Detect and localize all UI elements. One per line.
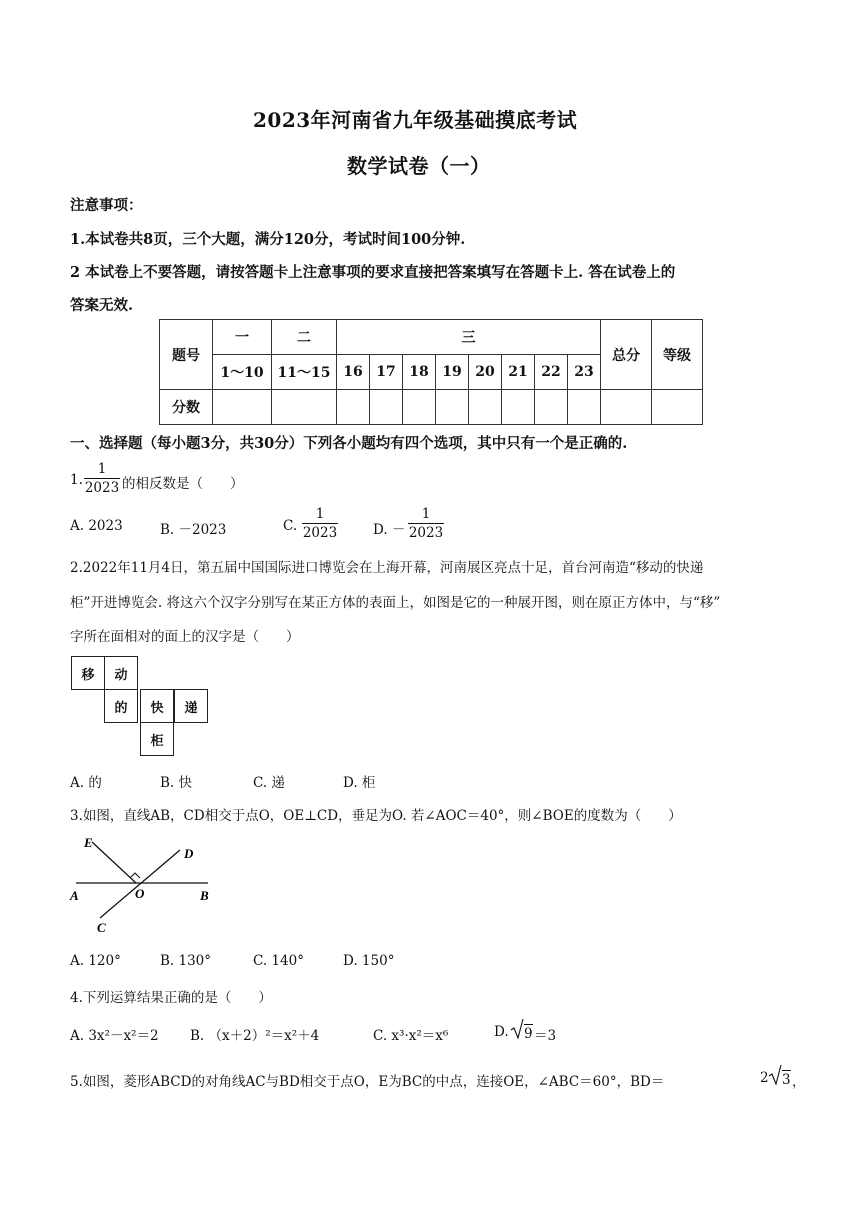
q2-option-b: B. 快: [160, 775, 193, 791]
score-cell[interactable]: [652, 390, 703, 425]
notice-heading: 注意事项：: [70, 197, 143, 214]
q5-coef: 2: [760, 1070, 769, 1086]
score-cell[interactable]: [601, 390, 652, 425]
score-cell[interactable]: [436, 390, 469, 425]
q2-line-3: 字所在面相对的面上的汉字是（ ）: [70, 629, 300, 645]
score-table: [159, 319, 703, 425]
q4-option-b: B. （x＋2）²＝x²＋4: [190, 1028, 320, 1044]
label-c: C: [97, 920, 106, 935]
score-cell[interactable]: [502, 390, 535, 425]
notice-item-2-line2: 答案无效.: [70, 297, 134, 314]
q3-option-d: D. 150°: [343, 953, 395, 969]
q3-option-b: B. 130°: [160, 953, 212, 969]
table-header-total: 总分: [601, 320, 652, 390]
q5-tail-end: ，: [792, 1074, 806, 1090]
notice-item-1: 1.本试卷共8页，三个大题，满分120分，考试时间100分钟.: [70, 231, 466, 248]
score-cell[interactable]: [535, 390, 568, 425]
table-header-section-1: 一: [213, 320, 272, 355]
table-range-cell: 21: [502, 355, 535, 390]
label-e: E: [84, 835, 93, 850]
q5-stem: 5.如图，菱形ABCD的对角线AC与BD相交于点O，E为BC的中点，连接OE，∠ABC＝60°，BD＝: [70, 1074, 665, 1090]
label-o: O: [135, 886, 145, 901]
q4-stem: 4.下列运算结果正确的是（ ）: [70, 990, 272, 1006]
q1-fraction: [84, 461, 120, 496]
q4-option-d-label: D.: [494, 1024, 509, 1040]
q4-option-d-rest: ＝3: [534, 1028, 557, 1044]
q1-option-b: B. －2023: [160, 522, 227, 538]
q1-d-frac-den: 2023: [408, 525, 444, 541]
q4-option-c: C. x³·x²＝x⁶: [373, 1028, 449, 1044]
fraction-bar: [302, 523, 338, 524]
q1-d-frac-num: 1: [421, 506, 431, 522]
q1-number: 1.: [70, 472, 83, 488]
q2-option-d: D. 柜: [343, 775, 376, 791]
label-b: B: [200, 888, 209, 903]
q1-stem: 的相反数是（ ）: [122, 476, 244, 492]
label-d: D: [184, 846, 194, 861]
score-cell[interactable]: [403, 390, 436, 425]
q1-option-a: A. 2023: [70, 518, 123, 534]
table-header-grade: 等级: [652, 320, 703, 390]
q3-angle-figure: [66, 832, 216, 942]
exam-title: 2023年河南省九年级基础摸底考试: [253, 108, 578, 132]
sqrt-symbol: [768, 1064, 782, 1086]
cube-net-figure: [70, 656, 210, 758]
q4-option-a: A. 3x²－x²＝2: [70, 1028, 159, 1044]
net-cell-de: 的: [104, 689, 138, 723]
fraction-bar: [84, 478, 120, 479]
q1-c-frac-den: 2023: [302, 525, 338, 541]
q2-option-c: C. 递: [253, 775, 285, 791]
score-cell[interactable]: [568, 390, 601, 425]
fraction-bar: [408, 523, 444, 524]
exam-subtitle: 数学试卷（一）: [347, 154, 491, 178]
net-cell-gui: 柜: [140, 722, 174, 756]
label-a: A: [70, 888, 79, 903]
q3-option-a: A. 120°: [70, 953, 121, 969]
q2-line-2: 柜”开进博览会. 将这六个汉字分别写在某正方体的表面上，如图是它的一种展开图，则在原正方体中，与“移”: [70, 595, 721, 611]
net-cell-dong: 动: [104, 656, 138, 690]
net-cell-di: 递: [174, 689, 208, 723]
sqrt-symbol: [510, 1018, 524, 1040]
q2-option-a: A. 的: [70, 775, 102, 791]
q1-c-frac-num: 1: [315, 506, 325, 522]
notice-item-2-line1: 2 本试卷上不要答题，请按答题卡上注意事项的要求直接把答案填写在答题卡上. 答在试卷上的: [70, 264, 676, 281]
score-cell[interactable]: [272, 390, 337, 425]
q1-option-c-fraction: [302, 506, 338, 541]
q1-frac-num: 1: [97, 461, 107, 477]
table-range-cell: 16: [337, 355, 370, 390]
table-row-label-score: 分数: [160, 390, 213, 425]
score-cell[interactable]: [370, 390, 403, 425]
q3-option-c: C. 140°: [253, 953, 304, 969]
table-range-cell: 22: [535, 355, 568, 390]
q1-option-d-fraction: [408, 506, 444, 541]
net-cell-kuai: 快: [140, 689, 174, 723]
table-range-cell: 18: [403, 355, 436, 390]
score-cell[interactable]: [337, 390, 370, 425]
q1-frac-den: 2023: [84, 480, 120, 496]
table-header-question-no: 题号: [160, 320, 213, 390]
score-cell[interactable]: [213, 390, 272, 425]
table-range-cell: 1～10: [213, 355, 272, 390]
table-range-cell: 23: [568, 355, 601, 390]
net-cell-move: 移: [71, 656, 105, 690]
q1-option-c-label: C.: [283, 518, 298, 534]
table-range-cell: 20: [469, 355, 502, 390]
score-cell[interactable]: [469, 390, 502, 425]
q1-option-d-label: D. －: [373, 522, 406, 538]
table-header-section-2: 二: [272, 320, 337, 355]
table-header-section-3: 三: [337, 320, 601, 355]
q2-line-1: 2.2022年11月4日，第五届中国国际进口博览会在上海开幕，河南展区亮点十足，首台河南造“移动的快递: [70, 560, 704, 576]
q4-option-d-radicand: 9: [524, 1026, 533, 1042]
table-range-cell: 17: [370, 355, 403, 390]
table-range-cell: 19: [436, 355, 469, 390]
section-1-heading: 一、选择题（每小题3分，共30分）下列各小题均有四个选项，其中只有一个是正确的.: [70, 435, 628, 452]
q5-radicand: 3: [782, 1072, 791, 1088]
right-angle-mark: [130, 873, 140, 878]
q3-stem: 3.如图，直线AB，CD相交于点O，OE⊥CD，垂足为O. 若∠AOC＝40°，则∠BOE的度数为（ ）: [70, 808, 682, 824]
table-range-cell: 11～15: [272, 355, 337, 390]
line-eo: [92, 842, 136, 883]
